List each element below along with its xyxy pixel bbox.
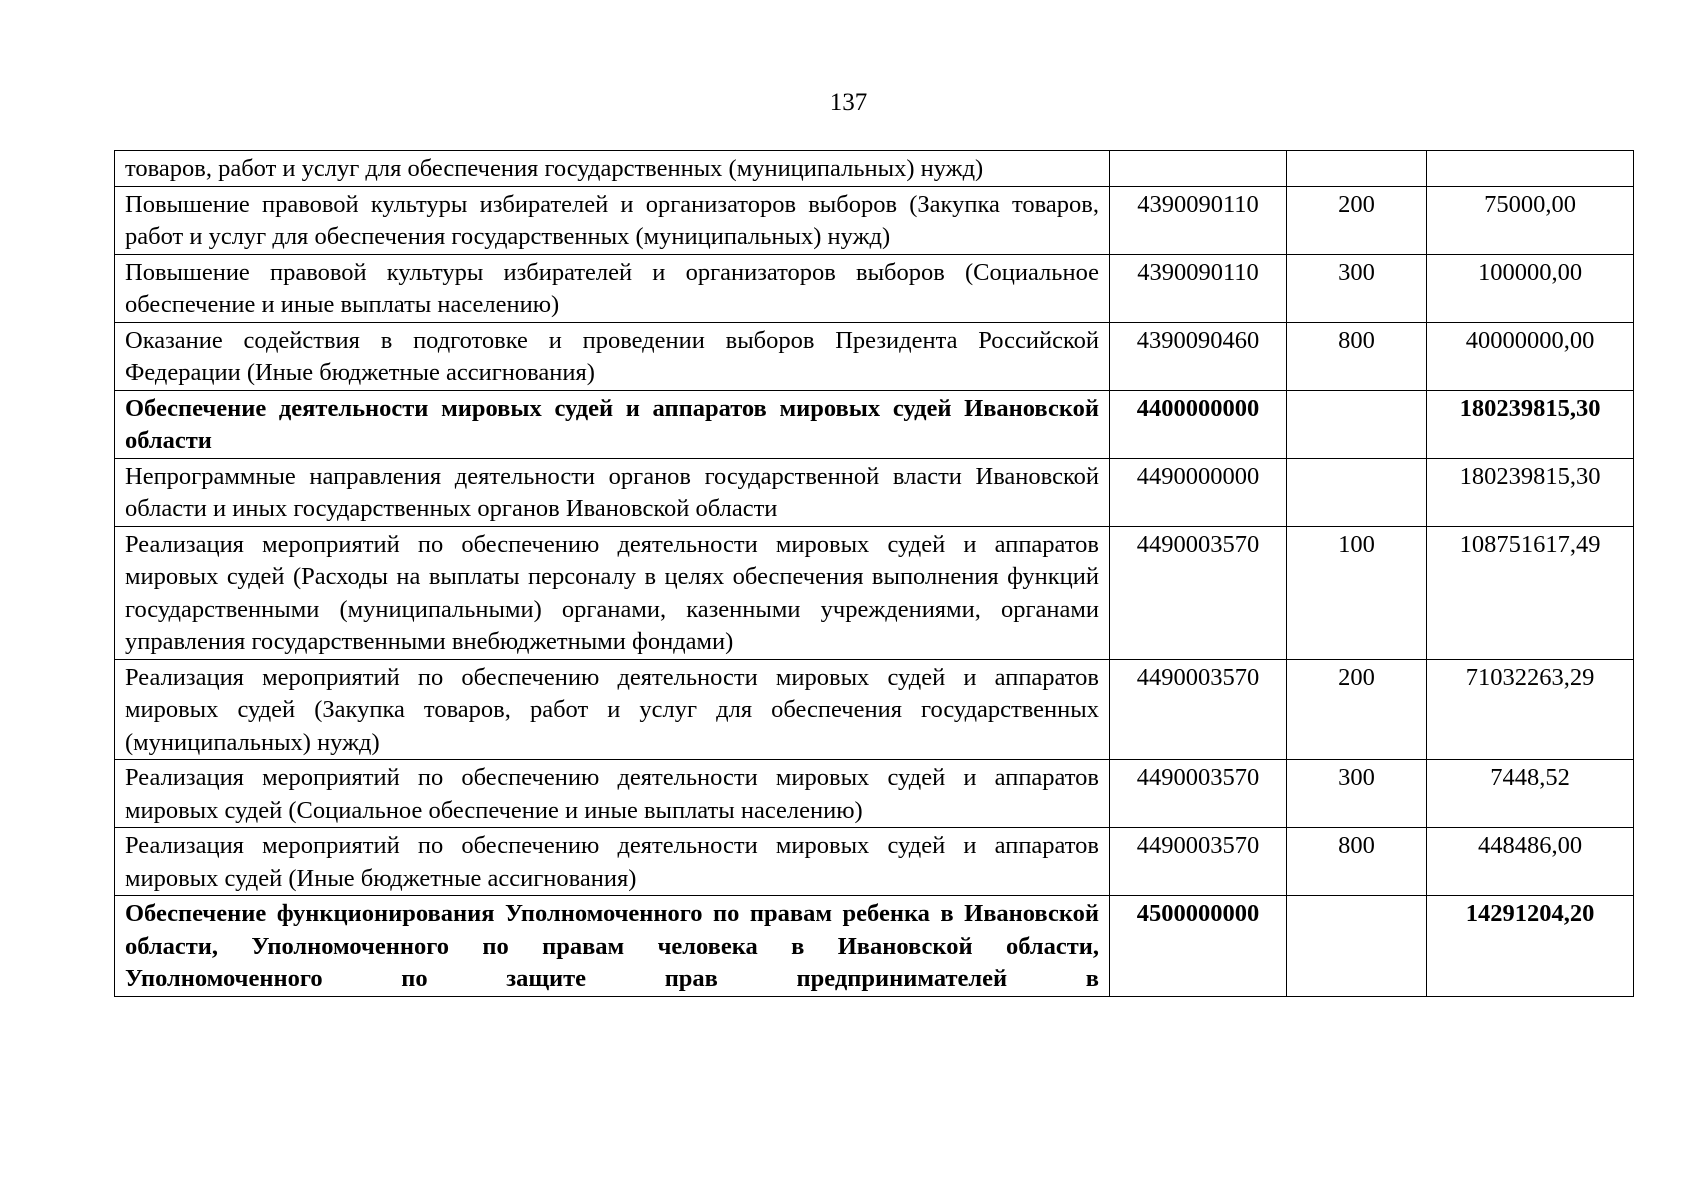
expense-type-cell (1287, 458, 1427, 526)
table-row (115, 828, 1634, 896)
expense-name-cell: Обеспечение функционирования Уполномоченного по правам ребенка в Ивановской области, Уполномоченного по правам человека в Ивановской области, Уполномоченного по защите прав предпринимателей в (115, 896, 1110, 997)
amount-cell: 14291204,20 (1427, 896, 1634, 997)
expense-type-cell (1287, 390, 1427, 458)
amount-cell: 40000000,00 (1427, 322, 1634, 390)
target-code-cell: 4490003570 (1110, 659, 1287, 760)
amount-cell: 108751617,49 (1427, 526, 1634, 659)
expense-type-cell: 200 (1287, 186, 1427, 254)
table-row (115, 151, 1634, 187)
expense-type-cell: 300 (1287, 254, 1427, 322)
amount-cell: 180239815,30 (1427, 390, 1634, 458)
table-row (115, 458, 1634, 526)
table-row (115, 896, 1634, 997)
expense-name-cell: Непрограммные направления деятельности органов государственной власти Ивановской области и иных государственных органов Ивановской области (115, 458, 1110, 526)
table-row (115, 186, 1634, 254)
table-row (115, 659, 1634, 760)
amount-cell: 180239815,30 (1427, 458, 1634, 526)
expense-type-cell: 800 (1287, 322, 1427, 390)
target-code-cell: 4490003570 (1110, 526, 1287, 659)
amount-cell: 448486,00 (1427, 828, 1634, 896)
target-code-cell: 4490003570 (1110, 760, 1287, 828)
expense-name-cell: Повышение правовой культуры избирателей и организаторов выборов (Социальное обеспечение и иные выплаты населению) (115, 254, 1110, 322)
amount-cell (1427, 151, 1634, 187)
amount-cell: 75000,00 (1427, 186, 1634, 254)
expense-name-cell: Реализация мероприятий по обеспечению деятельности мировых судей и аппаратов мировых судей (Закупка товаров, работ и услуг для обеспечения государственных (муниципальных) нужд) (115, 659, 1110, 760)
table-row (115, 760, 1634, 828)
expense-name-cell: Обеспечение деятельности мировых судей и аппаратов мировых судей Ивановской области (115, 390, 1110, 458)
expense-type-cell: 300 (1287, 760, 1427, 828)
table-row (115, 254, 1634, 322)
expense-type-cell: 100 (1287, 526, 1427, 659)
expense-name-cell: Оказание содействия в подготовке и проведении выборов Президента Российской Федерации (Иные бюджетные ассигнования) (115, 322, 1110, 390)
amount-cell: 100000,00 (1427, 254, 1634, 322)
table-row (115, 322, 1634, 390)
target-code-cell: 4400000000 (1110, 390, 1287, 458)
expense-type-cell: 800 (1287, 828, 1427, 896)
amount-cell: 7448,52 (1427, 760, 1634, 828)
amount-cell: 71032263,29 (1427, 659, 1634, 760)
budget-table (114, 150, 1634, 997)
expense-name-cell: Повышение правовой культуры избирателей и организаторов выборов (Закупка товаров, работ и услуг для обеспечения государственных (муниципальных) нужд) (115, 186, 1110, 254)
target-code-cell: 4490003570 (1110, 828, 1287, 896)
expense-type-cell (1287, 151, 1427, 187)
expense-type-cell (1287, 896, 1427, 997)
target-code-cell: 4390090110 (1110, 186, 1287, 254)
expense-name-cell: Реализация мероприятий по обеспечению деятельности мировых судей и аппаратов мировых судей (Социальное обеспечение и иные выплаты населению) (115, 760, 1110, 828)
table-row (115, 390, 1634, 458)
expense-name-cell: Реализация мероприятий по обеспечению деятельности мировых судей и аппаратов мировых судей (Иные бюджетные ассигнования) (115, 828, 1110, 896)
target-code-cell: 4490000000 (1110, 458, 1287, 526)
target-code-cell (1110, 151, 1287, 187)
target-code-cell: 4390090460 (1110, 322, 1287, 390)
expense-name-cell: товаров, работ и услуг для обеспечения государственных (муниципальных) нужд) (115, 151, 1110, 187)
page-number: 137 (829, 89, 868, 116)
table-row (115, 526, 1634, 659)
target-code-cell: 4390090110 (1110, 254, 1287, 322)
target-code-cell: 4500000000 (1110, 896, 1287, 997)
expense-name-cell: Реализация мероприятий по обеспечению деятельности мировых судей и аппаратов мировых судей (Расходы на выплаты персоналу в целях обеспечения выполнения функций государственными (муниципальными) органами, казенными учреждениями, органами управления государственными внебюджетными фондами) (115, 526, 1110, 659)
expense-type-cell: 200 (1287, 659, 1427, 760)
budget-table-body (115, 151, 1634, 997)
